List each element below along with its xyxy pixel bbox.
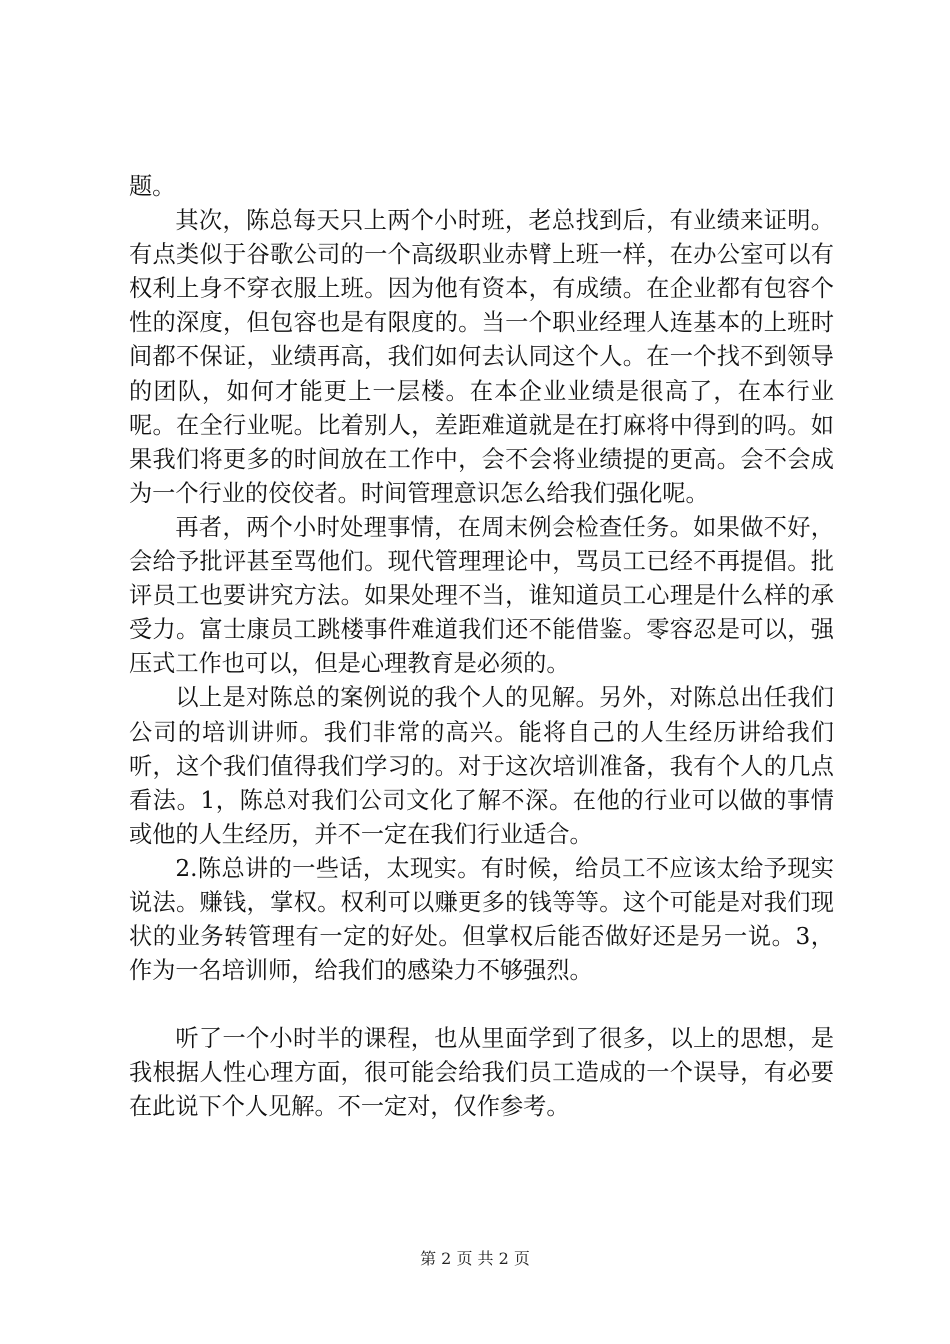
paragraph: 以上是对陈总的案例说的我个人的见解。另外，对陈总出任我们公司的培训讲师。我们非常的高兴。能将自己的人生经历讲给我们听，这个我们值得我们学习的。对于这次培训准备，我有个人的几点看法。1，陈总对我们公司文化了解不深。在他的行业可以做的事情或他的人生经历，并不一定在我们行业适合。 [129,684,834,848]
paragraph-continuation: 题。 [129,173,176,200]
document-body [129,170,834,1125]
paragraph: 听了一个小时半的课程，也从里面学到了很多，以上的思想，是我根据人性心理方面，很可能会给我们员工造成的一个误导，有必要在此说下个人见解。不一定对，仅作参考。 [129,1025,834,1121]
paragraph: 2.陈总讲的一些话，太现实。有时候，给员工不应该太给予现实说法。赚钱，掌权。权利可以赚更多的钱等等。这个可能是对我们现状的业务转管理有一定的好处。但掌权后能否做好还是另一说。3，作为一名培训师，给我们的感染力不够强烈。 [129,854,834,985]
paragraph: 其次，陈总每天只上两个小时班，老总找到后，有业绩来证明。有点类似于谷歌公司的一个高级职业赤臂上班一样，在办公室可以有权利上身不穿衣服上班。因为他有资本，有成绩。在企业都有包容个性的深度，但包容也是有限度的。当一个职业经理人连基本的上班时间都不保证，业绩再高，我们如何去认同这个人。在一个找不到领导的团队，如何才能更上一层楼。在本企业业绩是很高了，在本行业呢。在全行业呢。比着别人，差距难道就是在打麻将中得到的吗。如果我们将更多的时间放在工作中，会不会将业绩提的更高。会不会成为一个行业的佼佼者。时间管理意识怎么给我们强化呢。 [129,207,834,507]
paragraph: 再者，两个小时处理事情，在周末例会检查任务。如果做不好，会给予批评甚至骂他们。现代管理理论中，骂员工已经不再提倡。批评员工也要讲究方法。如果处理不当，谁知道员工心理是什么样的承受力。富士康员工跳楼事件难道我们还不能借鉴。零容忍是可以，强压式工作也可以，但是心理教育是必须的。 [129,513,834,678]
page-footer: 第 2 页 共 2 页 [420,1249,530,1268]
